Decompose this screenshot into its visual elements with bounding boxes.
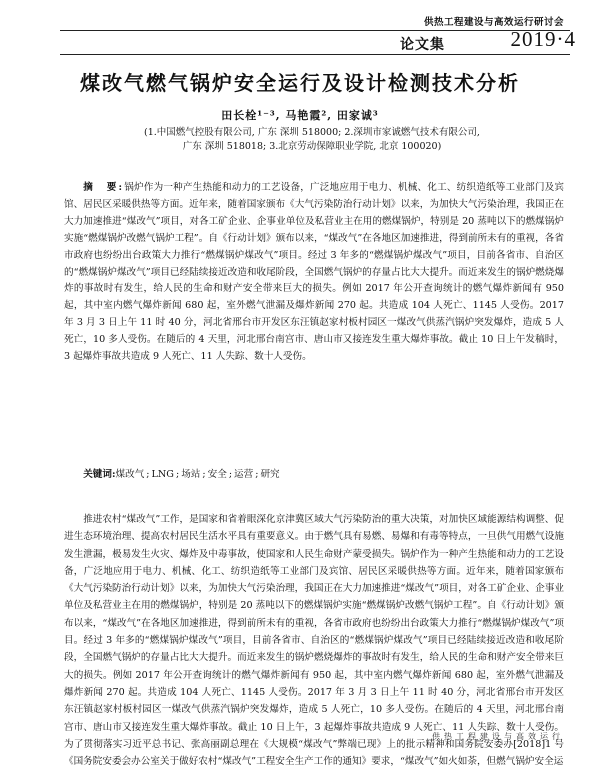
affiliation-line-1: (1.中国燃气控股有限公司, 广东 深圳 518000; 2.深圳市家诚燃气技术有限公司, [144, 127, 480, 138]
page-footer: 供热工程建设与高效运行 [432, 732, 564, 741]
issue-number: 2019·4 [510, 27, 576, 51]
header-rule-bottom [60, 54, 570, 55]
author-list: 田长栓¹⁻³, 马艳霞², 田家诚³ [221, 109, 379, 122]
affiliation-line-2: 广东 深圳 518018; 3.北京劳动保障职业学院, 北京 100020) [182, 141, 442, 152]
keyword-item: 安全 [207, 469, 227, 480]
keyword-item: 研究 [260, 469, 280, 480]
keyword-item: LNG [151, 469, 174, 480]
series-title: 供热工程建设与高效运行研讨会 [423, 17, 564, 28]
collection-label: 论文集 [400, 37, 445, 53]
keywords-label: 关键词: [83, 469, 116, 480]
header-rule [60, 30, 570, 31]
abstract-label: 摘 要: [83, 182, 125, 193]
keyword-item: 运营 [234, 469, 254, 480]
keyword-item: 煤改气 [115, 469, 145, 480]
abstract-text: 锅炉作为一种产生热能和动力的工艺设备，广泛地应用于电力、机械、化工、纺织造纸等工业部门及宾馆、居民区采暖供热等方面。近年来，随着国家颁布《大气污染防治行动计划》以来，为加快大气污染治理，我国正在大力加速推进“煤改气”项目，对各工矿企业、企事业单位及私营业主在用的燃煤锅炉，特别是 20 蒸吨以下的燃煤锅炉实施“燃煤锅炉改燃气锅炉工程”。自《行动计划》颁布以来，“煤改气”在各地区加速推进，得到前所未有的重视，各省市政府也纷纷出台政策大力推行“燃煤锅炉煤改气”项目。经过 3 年多的“燃煤锅炉煤改气”项目，目前各省市、自治区的“燃煤锅炉煤改气”项目已经陆续接近改造和收尾阶段，全国燃气锅炉的存量占比大大提升。而近来发生的锅炉燃烧爆炸的事故时有发生，给人民的生命和财产安全带来巨大的损失。例如 2017 年公开查询统计的燃气爆炸新闻有 950起，其中室内燃气爆炸新闻 680 起，室外燃气泄漏及爆炸新闻 270 起。共造成 104 人死亡、1145 人受伤。2017 年 3 月 3 日上午 11 时 40 分，河北省邢台市开发区东汪镇赵家村板村园区一煤改气供蒸汽锅炉突发爆炸，造成 5 人死亡，10 多人受伤。在随后的 4 天里，河北邢台南宫市、唐山市又接连发生重大爆炸事故。截止 10 日上午发稿时，3 起爆炸事故共造成 9 人死亡、11 人失踪、数十人受伤。 [64, 182, 564, 363]
keywords: 关键词:煤改气 ; LNG ; 场站 ; 安全 ; 运营 ; 研究 [83, 469, 280, 480]
body-paragraph: 推进农村“煤改气”工作，是国家和省着眼深化京津冀区域大气污染防治的重大决策，对加快区域能源结构调整、促进生态环境治理、提高农村居民生活水平具有重要意义。由于燃气具有易燃、易爆和有毒等特点，一旦供气用燃气设施发生泄漏，极易发生火灾、爆炸及中毒事故，使国家和人民生命财产蒙受损失。锅炉作为一种产生热能和动力的工艺设备，广泛地应用于电力、机械、化工、纺织造纸等工业部门及宾馆、居民区采暖供热等方面。近年来，随着国家颁布《大气污染防治行动计划》以来，为加快大气污染治理，我国正在大力加速推进“煤改气”项目，对各工矿企业、企事业单位及私营业主在用的燃煤锅炉，特别是 20 蒸吨以下的燃煤锅炉实施“燃煤锅炉改燃气锅炉工程”。自《行动计划》颁布以来，“煤改气”在各地区加速推进，得到前所未有的重视，各省市政府也纷纷出台政策大力推行“燃煤锅炉煤改气”项目。经过 3 年多的“燃煤锅炉煤改气”项目，目前各省市、自治区的“燃煤锅炉煤改气”项目已经陆续接近改造和收尾阶段，全国燃气锅炉的存量占比大大提升。而近来发生的锅炉燃烧爆炸的事故时有发生，给人民的生命和财产安全带来巨大的损失。例如 2017 年公开查询统计的燃气爆炸新闻有 950 起，其中室内燃气爆炸新闻 680 起，室外燃气泄漏及爆炸新闻 270 起。共造成 104 人死亡、1145 人受伤。2017 年 3 月 3 日上午 11 时 40 分，河北省邢台市开发区东汪镇赵家村板村园区一煤改气供蒸汽锅炉突发爆炸，造成 5 人死亡，10 多人受伤。在随后的 4 天里，河北邢台南宫市、唐山市又接连发生重大爆炸事故。截止 10 日上午，3 起爆炸事故共造成 9 人死亡、11 人失踪、数十人受伤。为了贯彻落实习近平总书记、张高丽副总理在《大规模“煤改气”弊端已现》上的批示精神和国务院安委办[2018]1 号《国务院安委会办公室关于做好农村“煤改气”工程安全生产工作的通知》要求，“煤改气”如火如荼，但燃气锅炉安全运 [64, 514, 564, 768]
abstract [64, 180, 564, 366]
paper-title: 煤改气燃气锅炉安全运行及设计检测技术分析 [80, 71, 520, 95]
keyword-item: 场站 [181, 469, 201, 480]
